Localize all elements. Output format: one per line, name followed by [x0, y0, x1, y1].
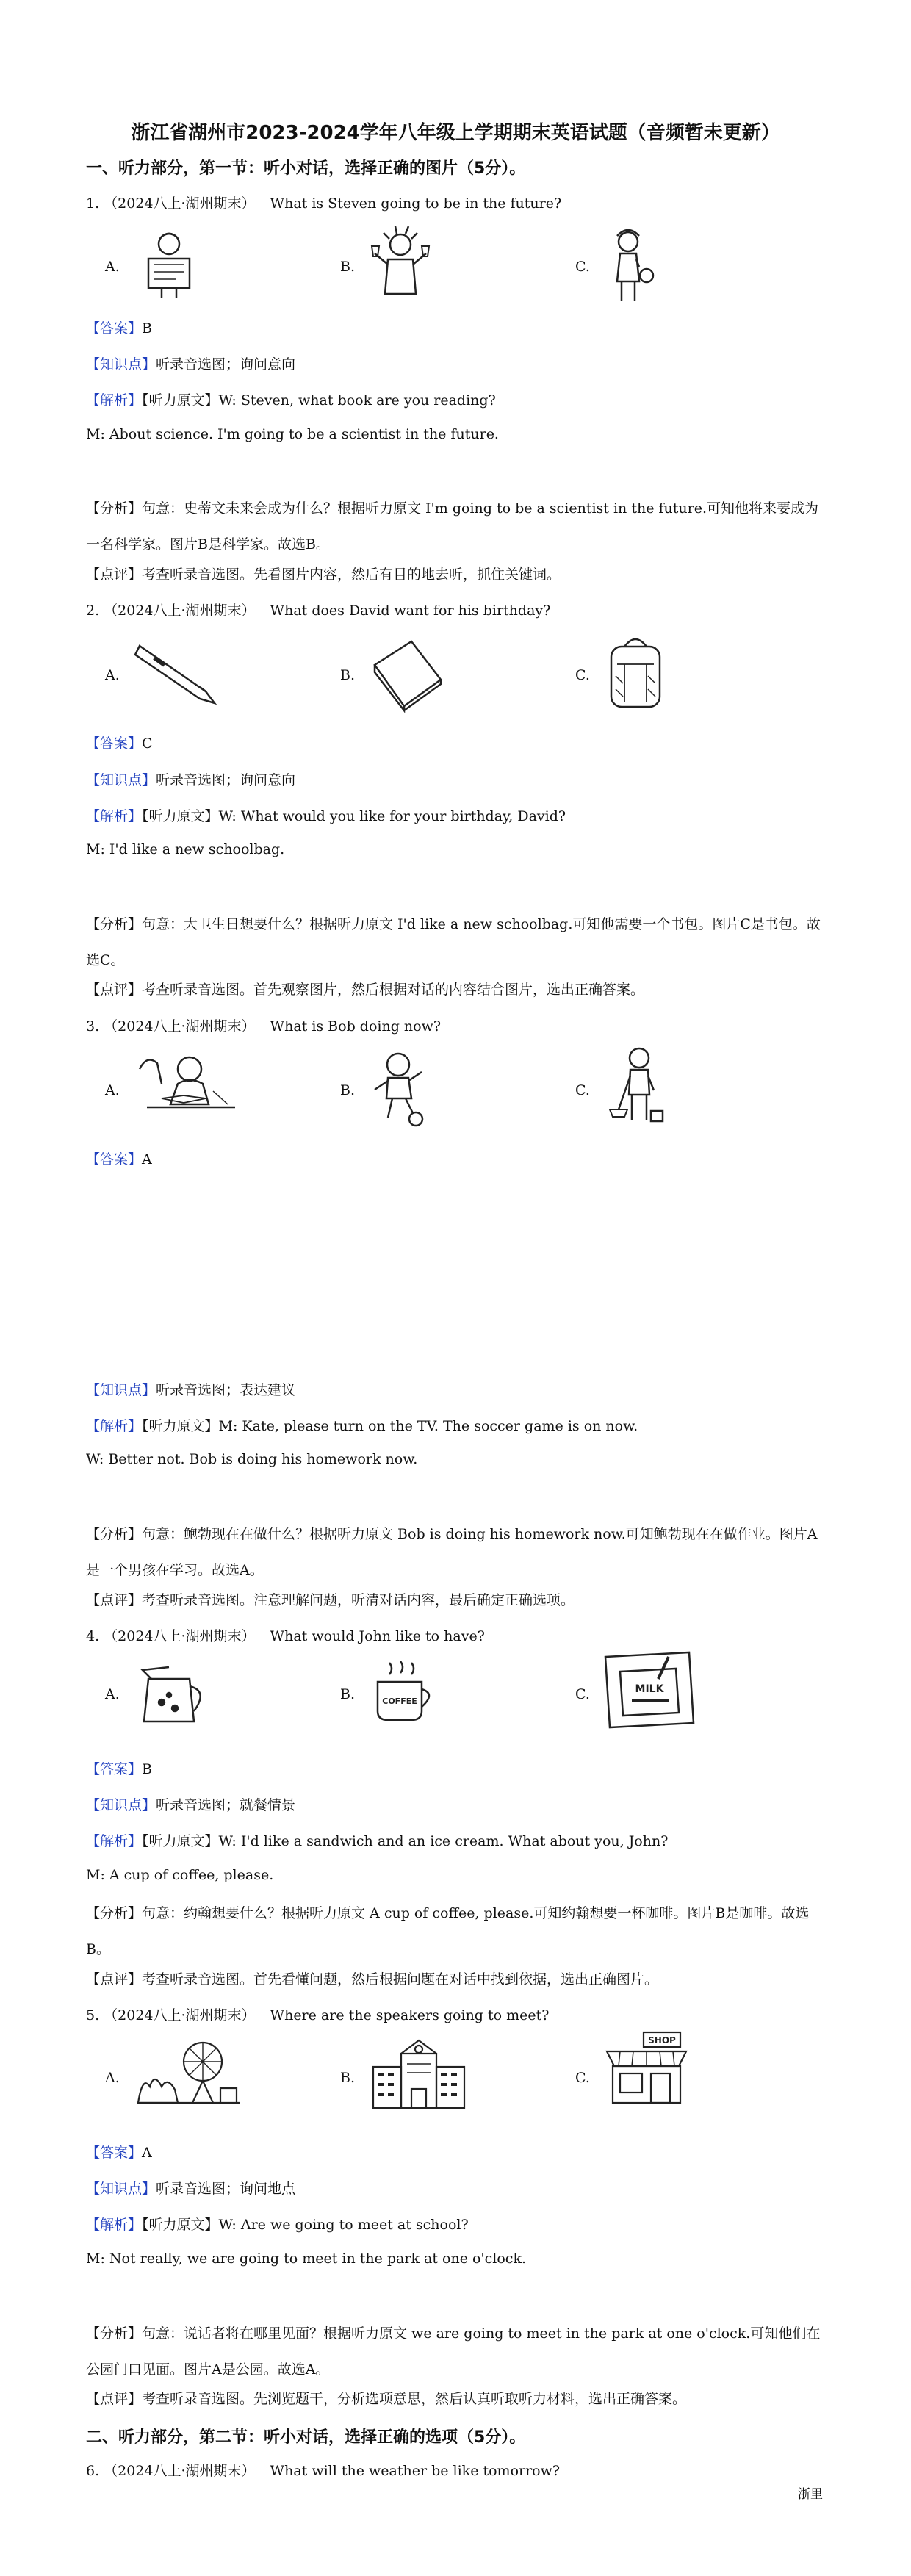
coffee-label: COFFEE — [382, 1697, 417, 1706]
school-icon — [367, 2032, 470, 2112]
option-c-label: C. — [575, 1082, 590, 1098]
sweeping-boy-icon — [602, 1043, 669, 1128]
question-4: 4. （2024八上·湖州期末） What would John like to have? — [86, 1628, 485, 1644]
page-title: 浙江省湖州市2023-2024学年八年级上学期期末英语试题（音频暂未更新） — [131, 122, 780, 144]
listening-4b: M: A cup of coffee, please. — [86, 1867, 274, 1883]
analysis-1: 【分析】句意：史蒂文未来会成为什么？根据听力原文 I'm going to be a scientist in the future.可知他将来要成为一名科学家。图片B是科学家。故选B。 — [86, 500, 818, 553]
analysis-4: 【分析】句意：约翰想要什么？根据听力原文 A cup of coffee, please.可知约翰想要一杯咖啡。图片B是咖啡。故选B。 — [86, 1905, 810, 1957]
option-b-label: B. — [340, 1082, 356, 1098]
teacher-at-board-icon — [132, 228, 206, 301]
analysis-3: 【分析】句意：鲍勃现在在做什么？根据听力原文 Bob is doing his homework now.可知鲍勃现在在做作业。图片A是一个男孩在学习。故选A。 — [86, 1526, 818, 1578]
question-1: 1. （2024八上·湖州期末） What is Steven going to be in the future? — [86, 195, 562, 212]
listening-4a: 【解析】【听力原文】W: I'd like a sandwich and an ice cream. What about you, John? — [86, 1833, 669, 1849]
shop-sign-label: SHOP — [648, 2035, 676, 2046]
knowledge-2: 【知识点】听录音选图；询问意向 — [86, 772, 296, 788]
question-2: 2. （2024八上·湖州期末） What does David want for his birthday? — [86, 602, 551, 619]
analysis-2: 【分析】句意：大卫生日想要什么？根据听力原文 I'd like a new schoolbag.可知他需要一个书包。图片C是书包。故选C。 — [86, 916, 821, 968]
knowledge-5: 【知识点】听录音选图；询问地点 — [86, 2181, 296, 2197]
scientist-icon — [367, 224, 433, 305]
milk-label: MILK — [635, 1683, 664, 1695]
option-b-label: B. — [340, 259, 356, 275]
option-a-label: A. — [105, 1082, 120, 1098]
listening-2a: 【解析】【听力原文】W: What would you like for your birthday, David? — [86, 808, 566, 824]
studying-boy-icon — [132, 1047, 242, 1120]
listening-2b: M: I'd like a new schoolbag. — [86, 841, 285, 857]
question-3: 3. （2024八上·湖州期末） What is Bob doing now? — [86, 1018, 442, 1035]
soccer-boy-icon — [367, 1047, 433, 1128]
listening-5b: M: Not really, we are going to meet in the park at one o'clock. — [86, 2251, 526, 2267]
comment-2: 【点评】考查听录音选图。首先观察图片，然后根据对话的内容结合图片，选出正确答案。 — [86, 982, 645, 998]
option-b-label: B. — [340, 2070, 356, 2086]
knowledge-1: 【知识点】听录音选图；询问意向 — [86, 356, 296, 373]
detective-icon — [602, 224, 658, 305]
page-footer: 浙里 — [798, 2487, 823, 2502]
park-icon — [132, 2035, 242, 2109]
comment-5: 【点评】考查听录音选图。先浏览题干，分析选项意思，然后认真听取听力材料，选出正确答案。 — [86, 2391, 687, 2407]
answer-2: 【答案】C — [86, 735, 153, 752]
knowledge-3: 【知识点】听录音选图；表达建议 — [86, 1382, 296, 1398]
option-a-label: A. — [105, 259, 120, 275]
option-a-label: A. — [105, 2070, 120, 2086]
listening-5a: 【解析】【听力原文】W: Are we going to meet at school? — [86, 2217, 469, 2233]
book-icon — [367, 636, 448, 713]
answer-4: 【答案】B — [86, 1761, 152, 1777]
comment-4: 【点评】考查听录音选图。首先看懂问题，然后根据问题在对话中找到依据，选出正确图片。 — [86, 1971, 659, 1987]
analysis-5: 【分析】句意：说话者将在哪里见面？根据听力原文 we are going to meet in the park at one o'clock.可知他们在公园门口见面。图片A是公园。故选A。 — [86, 2325, 821, 2378]
comment-3: 【点评】考查听录音选图。注意理解问题，听清对话内容，最后确定正确选项。 — [86, 1592, 575, 1608]
option-c-label: C. — [575, 1686, 590, 1702]
shop-icon — [602, 2029, 691, 2107]
coffee-cup-icon — [367, 1657, 441, 1727]
question-5: 5. （2024八上·湖州期末） Where are the speakers going to meet? — [86, 2007, 550, 2023]
listening-1a: 【解析】【听力原文】W: Steven, what book are you reading? — [86, 392, 496, 409]
pen-icon — [132, 636, 228, 709]
listening-3b: W: Better not. Bob is doing his homework now. — [86, 1451, 418, 1467]
answer-5: 【答案】A — [86, 2145, 152, 2161]
option-c-label: C. — [575, 2070, 590, 2086]
option-b-label: B. — [340, 1686, 356, 1702]
listening-1b: M: About science. I'm going to be a scientist in the future. — [86, 426, 499, 442]
knowledge-4: 【知识点】听录音选图；就餐情景 — [86, 1797, 296, 1813]
answer-3: 【答案】A — [86, 1151, 152, 1168]
schoolbag-icon — [602, 632, 669, 713]
option-a-label: A. — [105, 1686, 120, 1702]
teapot-icon — [132, 1657, 213, 1730]
section-heading-1: 一、听力部分，第一节：听小对话，选择正确的图片（5分）。 — [86, 159, 526, 178]
question-6: 6. （2024八上·湖州期末） What will the weather be like tomorrow? — [86, 2463, 561, 2479]
section-heading-2: 二、听力部分，第二节：听小对话，选择正确的选项（5分）。 — [86, 2428, 526, 2447]
milk-carton-icon — [602, 1649, 698, 1730]
option-c-label: C. — [575, 259, 590, 275]
option-c-label: C. — [575, 667, 590, 683]
answer-1: 【答案】B — [86, 320, 152, 337]
comment-1: 【点评】考查听录音选图。先看图片内容，然后有目的地去听，抓住关键词。 — [86, 566, 561, 583]
option-b-label: B. — [340, 667, 356, 683]
listening-3a: 【解析】【听力原文】M: Kate, please turn on the TV. The soccer game is on now. — [86, 1418, 638, 1434]
option-a-label: A. — [105, 667, 120, 683]
